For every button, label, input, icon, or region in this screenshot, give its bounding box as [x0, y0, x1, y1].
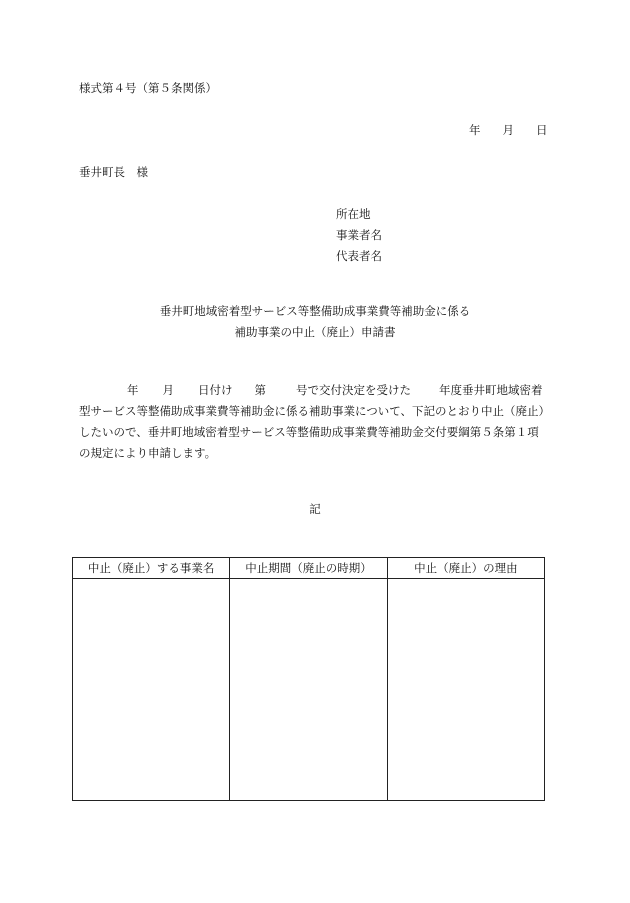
applicant-business-name-label: 事業者名 — [336, 228, 382, 242]
header-period: 中止期間（廃止の時期） — [230, 558, 387, 579]
form-number: 様式第４号（第５条関係） — [79, 81, 217, 95]
date-month: 月 — [502, 123, 514, 137]
ki-heading: 記 — [309, 502, 321, 516]
cell-business-name[interactable] — [73, 579, 230, 801]
title-line-1: 垂井町地域密着型サービス等整備助成事業費等補助金に係る — [159, 304, 471, 318]
cell-reason[interactable] — [387, 579, 544, 801]
body-line-1 — [79, 380, 549, 401]
body-dated: 日付け — [198, 383, 233, 397]
addressee: 垂井町長 様 — [79, 165, 148, 179]
title-line-2: 補助事業の中止（廃止）申請書 — [234, 325, 396, 339]
body-text — [79, 380, 549, 464]
body-line-3: したいので、垂井町地域密着型サービス等整備助成事業費等補助金交付要綱第５条第１項 — [79, 425, 539, 439]
date-line — [469, 122, 548, 138]
cell-period[interactable] — [230, 579, 387, 801]
body-line-4: の規定により申請します。 — [79, 446, 217, 460]
body-line-2: 型サービス等整備助成事業費等補助金に係る補助事業について、下記のとおり中止（廃止） — [79, 404, 551, 418]
body-number-suffix: 号で交付決定を受けた — [296, 383, 411, 397]
table-row — [73, 579, 545, 801]
date-day: 日 — [536, 123, 548, 137]
body-month: 月 — [162, 383, 174, 397]
applicant-address-label: 所在地 — [336, 207, 371, 221]
header-business-name: 中止（廃止）する事業名 — [73, 558, 230, 579]
body-fiscal-year: 年度垂井町地域密着 — [439, 383, 543, 397]
applicant-representative-label: 代表者名 — [336, 249, 382, 263]
reason-table — [72, 557, 545, 801]
document-title — [0, 301, 630, 343]
applicant-block — [336, 204, 382, 267]
table-header-row — [73, 558, 545, 579]
body-year: 年 — [127, 383, 139, 397]
date-year: 年 — [469, 123, 481, 137]
body-number-prefix: 第 — [254, 383, 266, 397]
header-reason: 中止（廃止）の理由 — [387, 558, 544, 579]
